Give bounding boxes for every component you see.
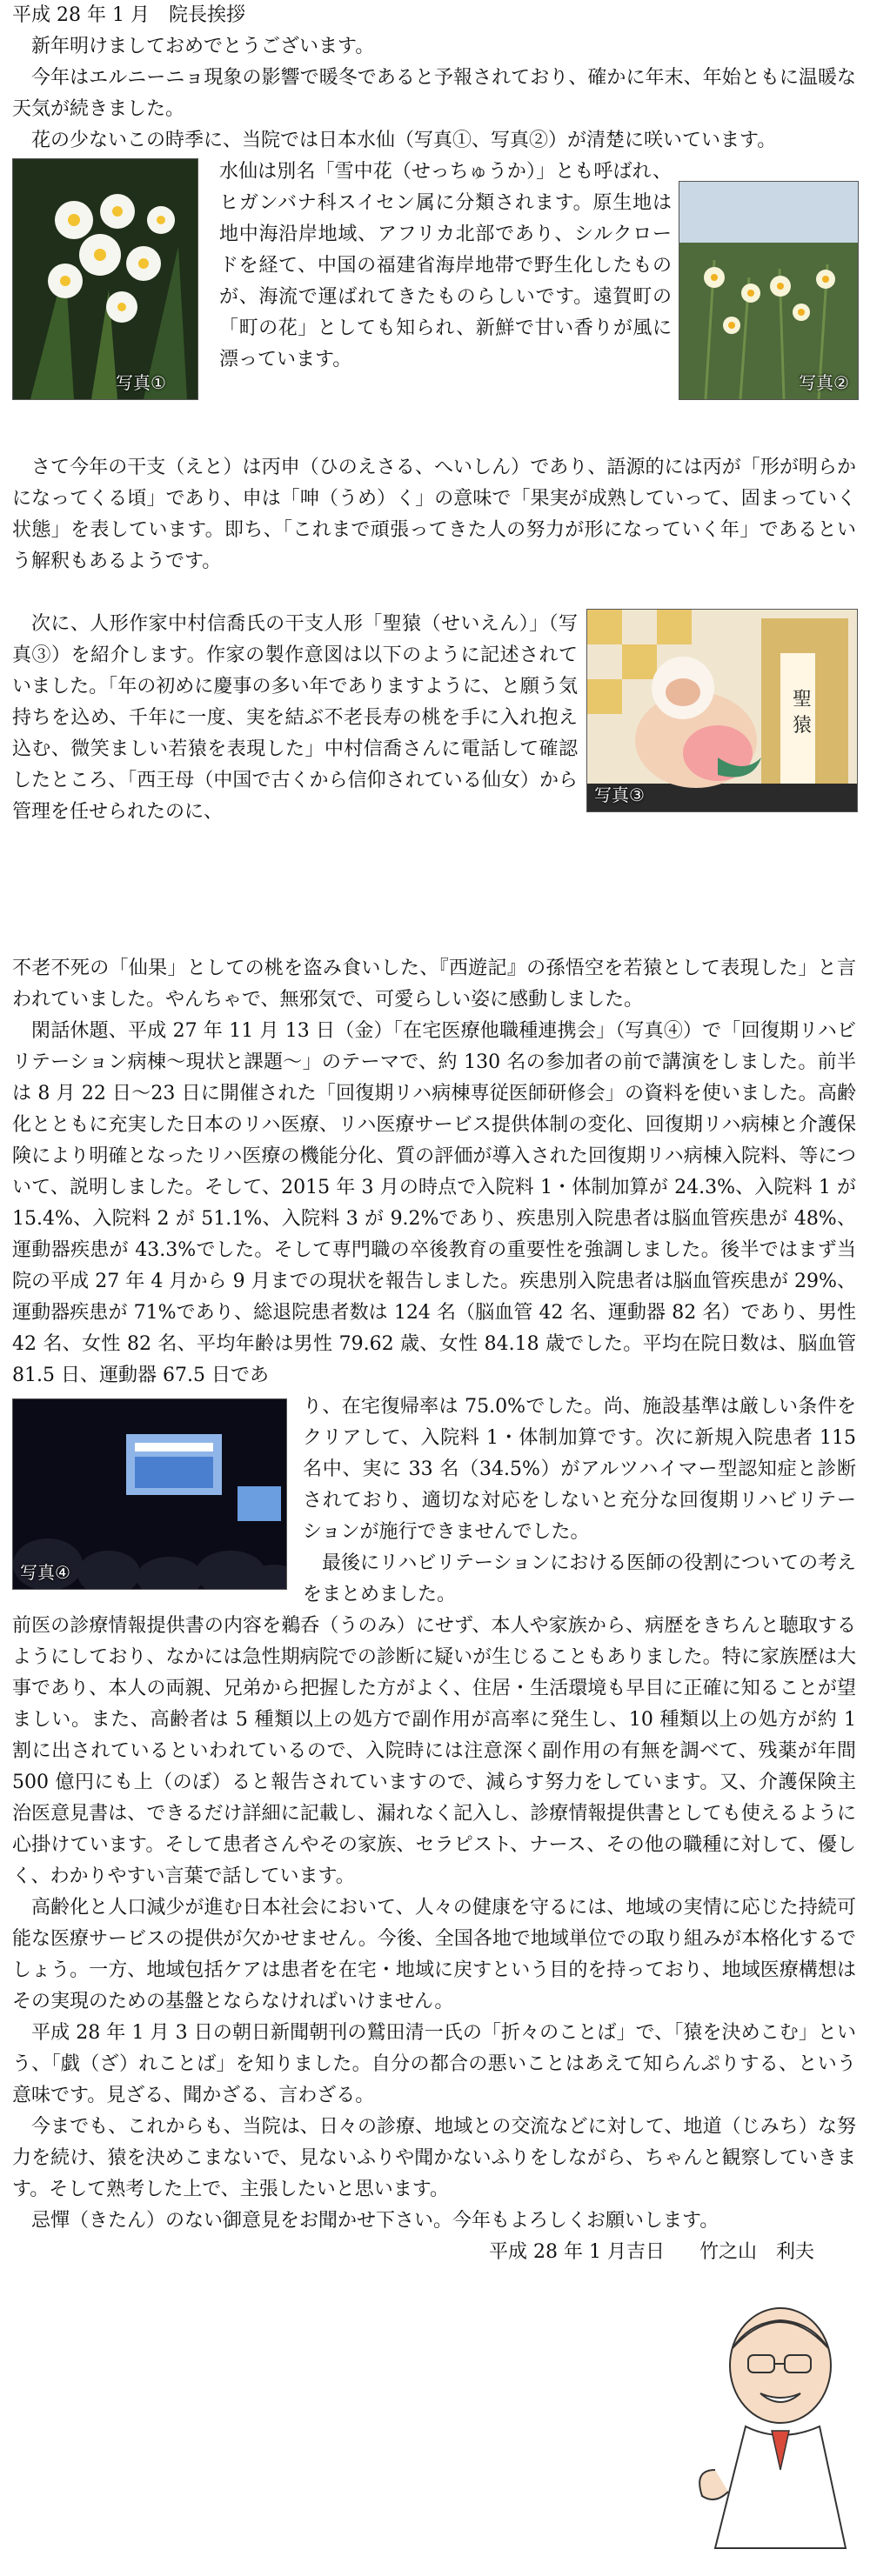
photo-4-caption: 写真④ <box>20 1562 70 1583</box>
paragraph-daffodil-description: 水仙は別名「雪中花（せっちゅうか）」とも呼ばれ、ヒガンバナ科スイセン属に分類されます。原生地は地中海沿岸地域、アフリカ北部であり、シルクロードを経て、中国の福建省海岸地帯で野生化したものが、海流で運ばれてきたものらしいです。遠賀町の「町の花」としても知られ、新鮮で甘い香りが風に漂っています。 <box>219 161 672 370</box>
photo-1-daffodils <box>12 158 198 400</box>
photo-2-daffodils <box>679 181 859 400</box>
document-header: 平成 28 年 1 月 院長挨拶 <box>12 4 245 26</box>
paragraph-doll-part1: 次に、人形作家中村信喬氏の干支人形「聖猿（せいえん）」（写真③）を紹介します。作家の製作意図は以下のように記述されていました。「年の初めに慶事の多い年でありますように、と願う気持ちを込め、千年に一度、実を結ぶ不老長寿の桃を手に入れ抱え込む、微笑ましい若猿を表現した」中村信喬さんに電話して確認したところ、「西王母（中国で古くから信仰されている仙女）から管理を任せられたのに、 <box>12 613 578 823</box>
daffodil-closeup-image <box>13 159 197 399</box>
paragraph-regional-care: 高齢化と人口減少が進む日本社会において、人々の健康を守るには、地域の実情に応じた持続可能な医療サービスの提供が欠かせません。今後、全国各地で地域単位での取り組みが本格化するでしょう。一方、地域包括ケアは患者を在宅・地域に戻すという目的を持っており、地域医療構想はその実現のための基盤とならなければいけません。 <box>12 1897 856 2012</box>
svg-text:聖: 聖 <box>793 689 813 711</box>
paragraph-lecture-part2: り、在宅復帰率は 75.0%でした。尚、施設基準は厳しい条件をクリアして、入院料 1・体制加算です。次に新規入院患者 115 名中、実に 33 名（34.5%）がアルツハイマー型認知症と診断されており、適切な対応をしないと充分な回復期リハビリテーションが施行できませんでした。 <box>303 1396 856 1543</box>
signature-date: 平成 28 年 1 月吉日 <box>489 2241 665 2263</box>
signature-name: 竹之山 利夫 <box>699 2241 814 2263</box>
paragraph-weather: 今年はエルニーニョ現象の影響で暖冬であると予報されており、確かに年末、年始ともに温暖な天気が続きました。 <box>12 67 856 120</box>
paragraph-commitment: 今までも、これからも、当院は、日々の診療、地域との交流などに対して、地道（じみち）な努力を続け、猿を決めこまないで、見ないふりや聞かないふりをしながら、ちゃんと観察していきます。そして熟考した上で、主張したいと思います。 <box>12 2116 856 2200</box>
svg-text:猿: 猿 <box>793 715 813 737</box>
photo-3-caption: 写真③ <box>594 784 645 805</box>
paragraph-new-year: 新年明けましておめでとうございます。 <box>31 36 375 57</box>
paragraph-lecture-part1: 閑話休題、平成 27 年 11 月 13 日（金）「在宅医療他職種連携会」（写真④）で「回復期リハビリテーション病棟～現状と課題～」のテーマで、約 130 名の参加者の前で講演をしました。前半は 8 月 22 日～23 日に開催された「回復期リハ病棟専従医師研修会」の資料を使いました。高齢化とともに充実した日本のリハ医療、リハ医療サービス提供体制の変化、回復期リハ病棟と介護保険により明確となったリハ医療の機能分化、質の評価が導入された回復期リハ病棟入院料、等について、説明しました。そして、2015 年 3 月の時点で入院料 1・体制加算が 24.3%、入院料 1 が 15.4%、入院料 2 が 51.1%、入院料 3 が 9.2%であり、疾患別入院患者は脳血管疾患が 48%、運動器疾患が 43.3%でした。そして専門職の卒後教育の重要性を強調しました。後半ではまず当院の平成 27 年 4 月から 9 月までの現状を報告しました。疾患別入院患者は脳血管疾患が 29%、運動器疾患が 71%であり、総退院患者数は 124 名（脳血管 42 名、運動器 82 名）であり、男性 42 名、女性 82 名、平均年齢は男性 79.62 歳、女性 84.18 歳でした。平均在院日数は、脳血管 81.5 日、運動器 67.5 日であ <box>12 1020 856 1386</box>
photo-2-caption: 写真② <box>799 372 849 393</box>
photo-4-lecture <box>12 1398 287 1590</box>
photo-3-monkey-doll <box>586 609 858 812</box>
daffodil-garden-image <box>679 182 858 399</box>
paragraph-proverb: 平成 28 年 1 月 3 日の朝日新聞朝刊の鷲田清一氏の「折々のことば」で、「猿を決めこむ」という、「戯（ざ）れことば」を知りました。自分の都合の悪いことはあえて知らんぷりする、という意味です。見ざる、聞かざる、言わざる。 <box>12 2022 856 2106</box>
paragraph-daffodil-intro: 花の少ないこの時季に、当院では日本水仙（写真①、写真②）が清楚に咲いています。 <box>31 130 777 151</box>
paragraph-doll-part2: 不老不死の「仙果」としての桃を盗み食いした、『西遊記』の孫悟空を若猿として表現した」と言われていました。やんちゃで、無邪気で、可愛らしい姿に感動しました。 <box>12 958 856 1011</box>
paragraph-doctor-role-heading: 最後にリハビリテーションにおける医師の役割についての考えをまとめました。 <box>303 1552 856 1605</box>
paragraph-closing: 忌憚（きたん）のない御意見をお聞かせ下さい。今年もよろしくお願いします。 <box>31 2210 719 2232</box>
paragraph-doctor-role: 前医の診療情報提供書の内容を鵜呑（うのみ）にせず、本人や家族から、病歴をきちんと聴取するようにしており、なかには急性期病院での診断に疑いが生じることもありました。特に家族歴は大事であり、本人の両親、兄弟から把握した方がよく、住居・生活環境も早目に正確に知ることが望ましい。また、高齢者は 5 種類以上の処方で副作用が高率に発生し、10 種類以上の処方が約 1 割に出されているといわれているので、入院時には注意深く副作用の有無を調べて、残薬が年間 500 億円にも上（のぼ）ると報告されていますので、減らす努力をしています。又、介護保険主治医意見書は、できるだけ詳細に記載し、漏れなく記入し、診療情報提供書としても使えるように心掛けています。そして患者さんやその家族、セラピスト、ナース、その他の職種に対して、優しく、わかりやすい言葉で話しています。 <box>12 1615 856 1887</box>
paragraph-zodiac: さて今年の干支（えと）は丙申（ひのえさる、へいしん）であり、語源的には丙が「形が明らかになってくる頃」であり、申は「呻（うめ）く」の意味で「果実が成熟していって、固まっていく状態」を表しています。即ち、「これまで頑張ってきた人の努力が形になっていく年」であるという解釈もあるようです。 <box>12 457 856 572</box>
director-caricature <box>698 2296 854 2557</box>
caricature-image <box>698 2296 854 2557</box>
photo-1-caption: 写真① <box>116 372 166 393</box>
signature-block <box>489 2237 814 2268</box>
